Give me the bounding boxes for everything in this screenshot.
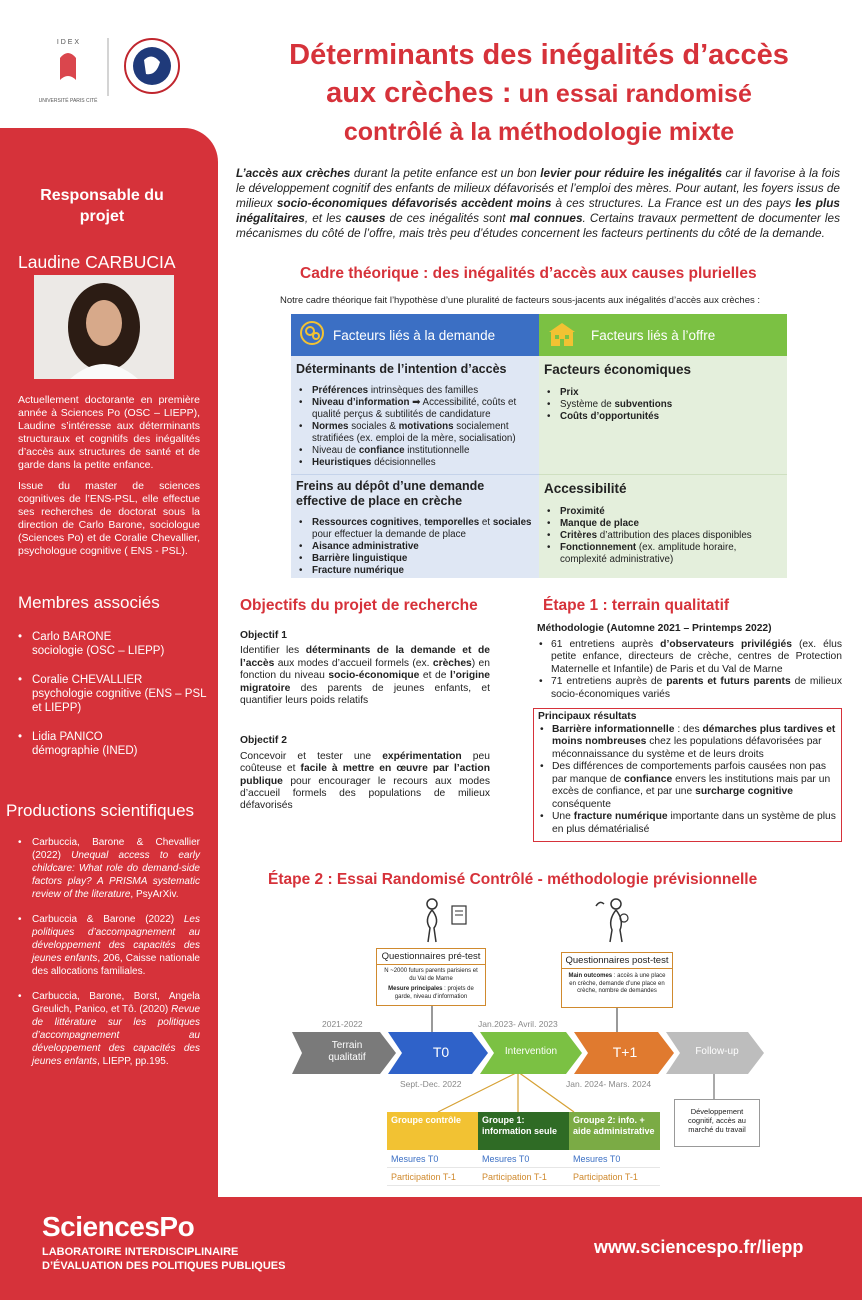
objectif-1-text: Identifier les déterminants de la demande et de l’accès aux modes d’accueil formels (ex. crèches) en fonction du niveau socio-économique et de l’origine migratoire des parents de jeunes enfants, et quantifier leurs poids relatifs (240, 645, 490, 707)
list-item: • Niveau de confiance institutionnelle (296, 445, 534, 457)
list-item: • Barrière linguistique (296, 553, 534, 565)
step-t1: T+1 (612, 1044, 638, 1060)
step-followup: Follow-up (695, 1046, 739, 1057)
list-item: • Barrière informationnelle : des démarches plus tardives et moins nombreuses chez les populations défavorisées par méconnaissance du système et de leurs droits (538, 724, 837, 762)
demand-cell-2: Freins au dépôt d’une demande effective de place en crèche • Ressources cognitives, temporelles et sociales pour effectuer la demande de place • Aisance administrative • Barrière linguistique • Fracture numérique (291, 474, 539, 578)
sidebar (0, 128, 218, 1200)
etape2-title: Étape 2 : Essai Randomisé Contrôlé - méthodologie prévisionnelle (268, 871, 758, 888)
date-label: 2021-2022 (322, 1019, 363, 1029)
person-name: Laudine CARBUCIA (18, 252, 176, 272)
date-label: Jan.2023- Avril. 2023 (478, 1019, 558, 1029)
productions-list (18, 836, 200, 1068)
list-item: • Aisance administrative (296, 541, 534, 553)
list-item: • Carbuccia, Barone, Borst, Angela Greulich, Panico, et Tô. (2020) Revue de littérature sur les politiques d’accompagnement au développement des capacités des jeunes enfants, LIEPP, pp.195. (18, 990, 200, 1068)
avatar (34, 275, 174, 379)
group-2: Groupe 2: info. + aide administrative Mesures T0 Participation T-1 (569, 1112, 660, 1186)
intro-paragraph: L’accès aux crèches durant la petite enfance est un bon levier pour réduire les inégalités car il favorise à la fois le développement cognitif des enfants de milieux défavorisés et l’emploi des mères. Pour autant, les foyers issus de milieux socio-économiques défavorisés accèdent moins à ces structures. La France est un des pays les plus inégalitaires, et les causes de ces inégalités sont mal connues. Certains travaux permettent de documenter les mécanismes du côté de l’offre, mais très peu d’études concernent les facteurs pertinents du côté de la demande. (236, 166, 841, 240)
footer (0, 1197, 862, 1300)
list-item: • Préférences intrinsèques des familles (296, 385, 534, 397)
list-item: • 61 entretiens auprès d’observateurs privilégiés (ex. élus petite enfance, directeurs de crèche, centres de Protection Maternelle et Infantile) de Paris et du Val de Marne (537, 639, 842, 677)
list-item: • Coûts d’opportunités (544, 411, 782, 423)
membres-list (18, 630, 208, 758)
etape1-title: Étape 1 : terrain qualitatif (543, 597, 730, 614)
list-item: • Normes sociales & motivations socialement stratifiées (ex. emploi de la mère, socialisation) (296, 421, 534, 445)
list-item: • Carbuccia & Barone (2022) Les politiques d’accompagnement au développement des capacités des jeunes enfants, 206, Caisse nationale des allocations familiales. (18, 913, 200, 978)
list-item: • Fracture numérique (296, 565, 534, 577)
demand-header: Facteurs liés à la demande (291, 314, 539, 356)
list-item: • Coralie CHEVALLIER psychologie cognitive (ENS – PSL et LIEPP) (18, 673, 208, 715)
group-controle: Groupe contrôle Mesures T0 Participation T-1 (387, 1112, 478, 1186)
date-label: Jan. 2024- Mars. 2024 (566, 1079, 652, 1089)
title-line-3: contrôlé à la méthodologie mixte (343, 118, 735, 146)
list-item: • 71 entretiens auprès de parents et futurs parents de milieux socio-économiques variés (537, 676, 842, 701)
list-item: • Lidia PANICO démographie (INED) (18, 730, 208, 758)
sciencespo-logo: SciencesPo (42, 1211, 195, 1242)
cadre-title: Cadre théorique : des inégalités d’accès aux causes plurielles (300, 265, 757, 282)
group-1: Groupe 1: information seule Mesures T0 Participation T-1 (478, 1112, 569, 1186)
list-item: • Manque de place (544, 518, 782, 530)
followup-box: Développement cognitif, accès au marché du travail (674, 1099, 760, 1147)
list-item: • Heuristiques décisionnelles (296, 457, 534, 469)
list-item: • Prix (544, 387, 782, 399)
list-item: • Des différences de comportements parfois causées non pas par manque de confiance envers les institutions mais par un excès de confiance, et par une surcharge cognitive conséquente (538, 761, 837, 811)
list-item: • Carbuccia, Barone & Chevallier (2022) Unequal access to early childcare: What role do demand-side factors play? A PRISMA systematic review of the literature, PsyArXiv. (18, 836, 200, 901)
demand-cell-1: Déterminants de l’intention d’accès • Préférences intrinsèques des familles • Niveau d’information ➡ Accessibilité, coûts et qualité perçus & subtilités de candidature • Normes sociales & motivations socialement stratifiées (ex. emploi de la mère, socialisation) • Niveau de confiance institutionnelle • Heuristiques décisionnelles (291, 356, 539, 474)
step-terrain: Terrain qualitatif (328, 1040, 366, 1063)
cadre-subtitle: Notre cadre théorique fait l’hypothèse d’une pluralité de facteurs sous-jacents aux inégalités d’accès aux crèches : (280, 295, 761, 306)
pregnant-woman-icon (410, 898, 470, 948)
list-item: • Une fracture numérique importante dans un système de plus en plus dématérialisé (538, 811, 837, 836)
productions-heading: Productions scientifiques (6, 801, 195, 820)
list-item: • Ressources cognitives, temporelles et sociales pour effectuer la demande de place (296, 517, 534, 541)
etape1-methodo: Méthodologie (Automne 2021 – Printemps 2022) • 61 entretiens auprès d’observateurs privilégiés (ex. élus petite enfance, directeurs de crèche, centres de Protection Maternelle et Infantile) de Paris et du Val de Marne • 71 entretiens auprès de parents et futurs parents de milieux socio-économiques variés (537, 623, 842, 701)
post-test-box: Questionnaires post-test Main outcomes : accès à une place en crèche, demande d’une place en crèche, nombre de demandes (561, 952, 673, 1008)
list-item: • Niveau d’information ➡ Accessibilité, coûts et qualité perçus & subtilités de candidature (296, 397, 534, 421)
school-icon (547, 320, 577, 351)
factors-table (291, 314, 787, 578)
bio-paragraph-2: Issue du master de sciences cognitives de l’ENS-PSL, elle effectue ses recherches de doctorat sous la direction de Carlo Barone, sociologue (Sciences Po) et de Coralie Chevallier, psychologue cognitive ( ENS - PSL). (18, 480, 200, 557)
title-line-1: Déterminants des inégalités d’accès (289, 39, 789, 71)
list-item: • Proximité (544, 506, 782, 518)
responsable-heading: Responsable du projet (40, 187, 164, 225)
parent-phone-icon (594, 898, 634, 948)
step-t0: T0 (432, 1044, 450, 1060)
bio-paragraph-1: Actuellement doctorante en première année à Sciences Po (OSC – LIEPP), Laudine s’intéresse aux déterminants structuraux et cognitifs des inégalités d’accès aux structures de santé et de garde dans la petite enfance. (18, 394, 200, 471)
list-item: • Système de subventions (544, 399, 782, 411)
logos (20, 30, 200, 110)
date-label: Sept.-Dec. 2022 (400, 1079, 462, 1089)
objectif-2-text: Concevoir et tester une expérimentation peu coûteuse et facile à mettre en œuvre par l’action publique pour encourager le recours aux modes d’accueil formels des populations de milieux défavorisés (240, 750, 490, 812)
head-gears-icon (297, 319, 327, 352)
svg-text:I D E X: I D E X (56, 39, 80, 46)
pre-test-box: Questionnaires pré-test N ~2000 futurs parents parisiens et du Val de Marne Mesure principales : projets de garde, niveau d’information (376, 948, 486, 1006)
offer-cell-2: Accessibilité • Proximité • Manque de place • Critères d’attribution des places disponibles • Fonctionnement (ex. amplitude horaire, complexité administrative) (539, 474, 787, 578)
list-item: • Critères d’attribution des places disponibles (544, 530, 782, 542)
poster-title (228, 36, 850, 151)
website-link[interactable]: www.sciencespo.fr/liepp (594, 1237, 804, 1257)
list-item: • Carlo BARONE sociologie (OSC – LIEPP) (18, 630, 208, 658)
lab-name: LABORATOIRE INTERDISCIPLINAIRE D’ÉVALUATION DES POLITIQUES PUBLIQUES (42, 1246, 286, 1272)
membres-heading: Membres associés (18, 593, 160, 612)
title-line-2: aux crèches : un essai randomisé (326, 77, 752, 109)
idex-logo-icon (20, 30, 200, 110)
list-item: • Fonctionnement (ex. amplitude horaire, complexité administrative) (544, 542, 782, 566)
objectifs-body: Objectif 1 Identifier les déterminants de la demande et de l’accès aux modes d’accueil formels (ex. crèches) en fonction du niveau socio-économique et de l’origine migratoire des parents de jeunes enfants, et quantifier leurs poids relatifs Objectif 2 Concevoir et tester une expérimentation peu coûteuse et facile à mettre en œuvre par l’action publique pour encourager le recours aux modes d’accueil formels des populations de milieux défavorisés (240, 630, 490, 812)
offer-cell-1: Facteurs économiques • Prix • Système de subventions • Coûts d’opportunités (539, 356, 787, 474)
svg-text:UNIVERSITÉ PARIS CITÉ: UNIVERSITÉ PARIS CITÉ (38, 98, 98, 104)
objectifs-title: Objectifs du projet de recherche (240, 597, 478, 614)
step-intervention: Intervention (504, 1046, 558, 1057)
resultats-box: Principaux résultats • Barrière informationnelle : des démarches plus tardives et moins nombreuses chez les populations défavorisées par méconnaissance du système et de leurs droits • Des différences de comportements parfois causées non pas par manque de confiance envers les institutions mais par un excès de confiance, et par une surcharge cognitive conséquente • Une fracture numérique importante dans un système de plus en plus dématérialisé (533, 708, 842, 842)
offer-header: Facteurs liés à l’offre (539, 314, 787, 356)
